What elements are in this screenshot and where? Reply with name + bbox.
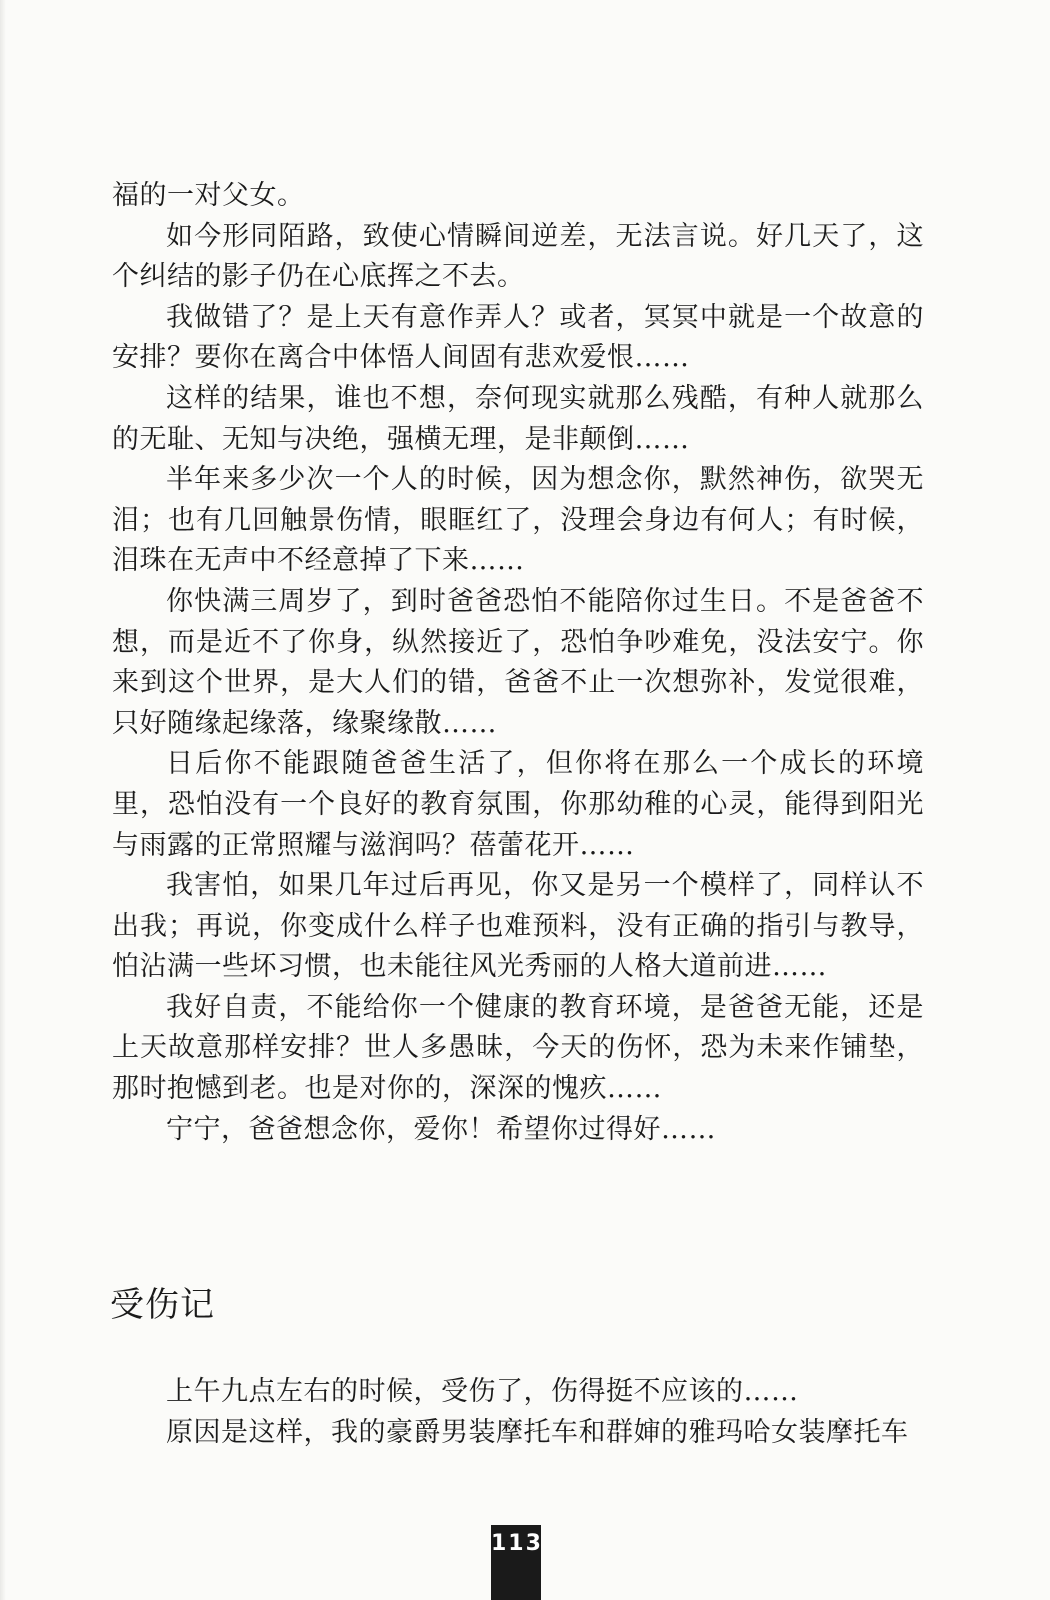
paragraph: 如今形同陌路，致使心情瞬间逆差，无法言说。好几天了，这个纠结的影子仍在心底挥之不去。 xyxy=(112,220,924,293)
body-text xyxy=(112,176,924,1150)
section-title: 受伤记 xyxy=(110,1285,215,1325)
section-body xyxy=(112,1372,924,1453)
paragraph: 福的一对父女。 xyxy=(112,180,305,211)
paragraph: 日后你不能跟随爸爸生活了，但你将在那么一个成长的环境里，恐怕没有一个良好的教育氛围，你那幼稚的心灵，能得到阳光与雨露的正常照耀与滋润吗？蓓蕾花开…… xyxy=(112,748,924,861)
paragraph: 你快满三周岁了，到时爸爸恐怕不能陪你过生日。不是爸爸不想，而是近不了你身，纵然接近了，恐怕争吵难免，没法安宁。你来到这个世界，是大人们的错，爸爸不止一次想弥补，发觉很难，只好随缘起缘落，缘聚缘散…… xyxy=(112,585,924,739)
paragraph: 这样的结果，谁也不想，奈何现实就那么残酷，有种人就那么的无耻、无知与决绝，强横无理，是非颠倒…… xyxy=(112,382,924,455)
paragraph: 我做错了？是上天有意作弄人？或者，冥冥中就是一个故意的安排？要你在离合中体悟人间固有悲欢爱恨…… xyxy=(112,301,924,374)
paragraph: 我好自责，不能给你一个健康的教育环境，是爸爸无能，还是上天故意那样安排？世人多愚昧，今天的伤怀，恐为未来作铺垫，那时抱憾到老。也是对你的，深深的愧疚…… xyxy=(112,991,924,1105)
paragraph: 我害怕，如果几年过后再见，你又是另一个模样了，同样认不出我；再说，你变成什么样子也难预料，没有正确的指引与教导，怕沾满一些坏习惯，也未能往风光秀丽的人格大道前进…… xyxy=(112,870,924,983)
paragraph: 半年来多少次一个人的时候，因为想念你，默然神伤，欲哭无泪；也有几回触景伤情，眼眶红了，没理会身边有何人；有时候，泪珠在无声中不经意掉了下来…… xyxy=(112,464,924,577)
paragraph: 宁宁，爸爸想念你，爱你！希望你过得好…… xyxy=(166,1113,716,1145)
paragraph: 上午九点左右的时候，受伤了，伤得挺不应该的…… xyxy=(166,1376,799,1407)
paragraph: 原因是这样，我的豪爵男装摩托车和群婶的雅玛哈女装摩托车 xyxy=(166,1416,909,1448)
page-edge xyxy=(0,0,6,1600)
page-number: 113 xyxy=(491,1525,541,1600)
